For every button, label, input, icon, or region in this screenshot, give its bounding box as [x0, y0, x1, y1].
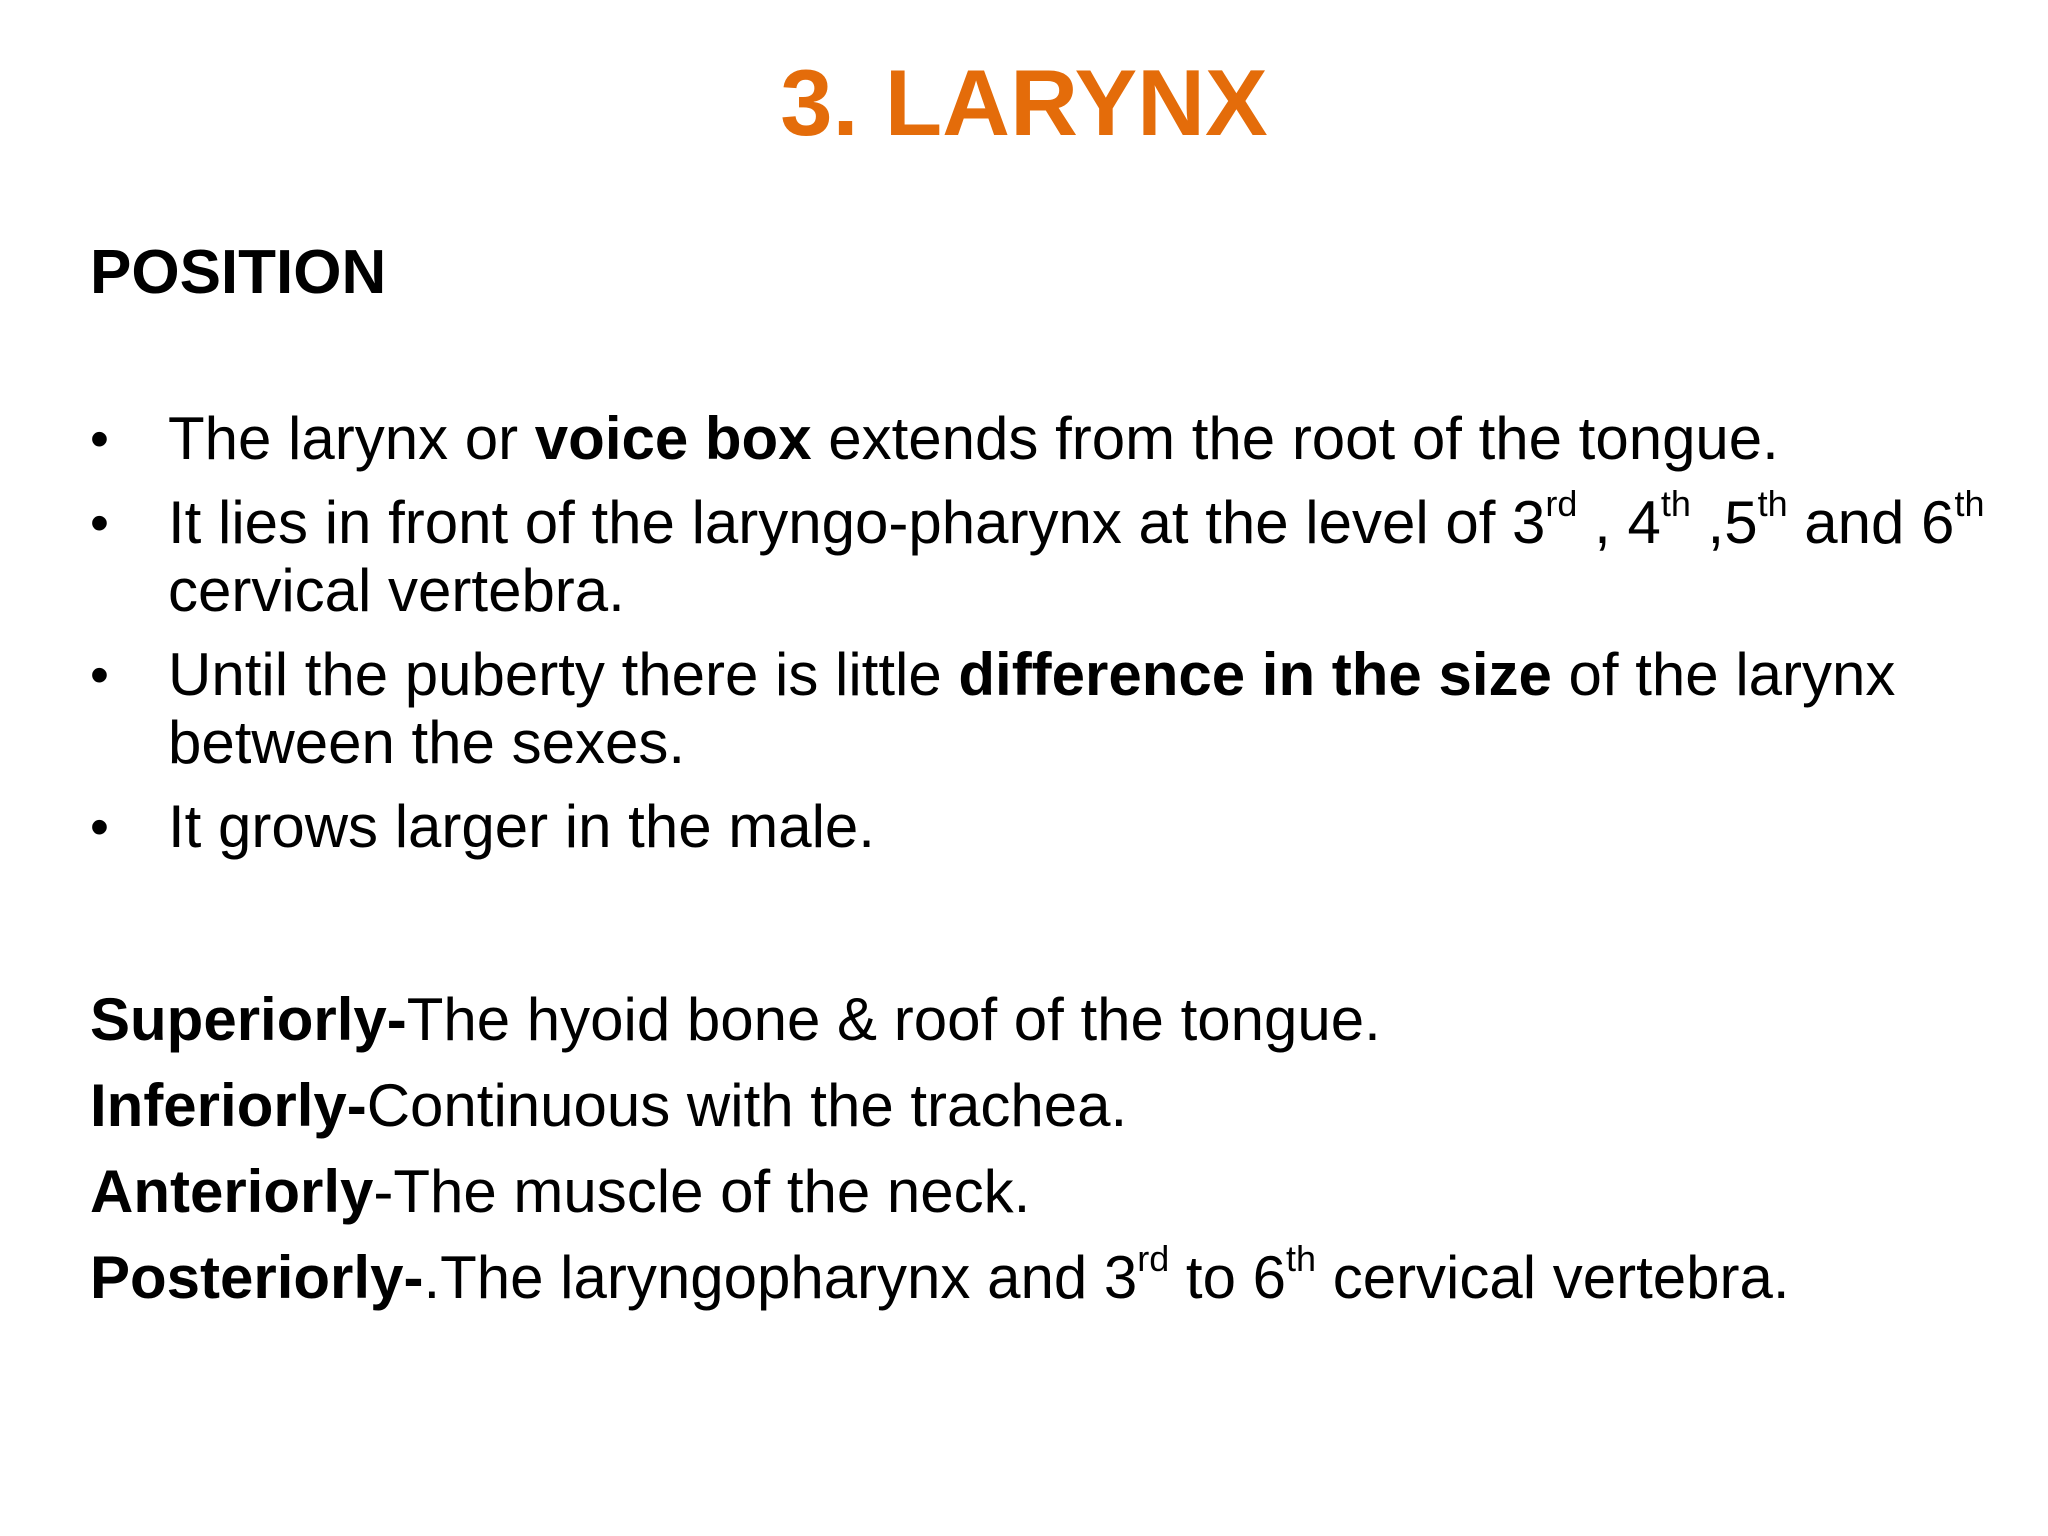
bullet-text: It grows larger in the male. [168, 793, 875, 860]
bullet-text: cervical vertebra. [168, 557, 625, 624]
relation-inferiorly [90, 1063, 2030, 1149]
bullet-text: , 4 [1577, 489, 1661, 556]
bullet-list [90, 405, 2030, 877]
bullet-bold-text: difference in the size [958, 641, 1552, 708]
relation-term: Inferiorly- [90, 1072, 367, 1139]
bullet-dot-icon: • [90, 409, 109, 469]
bullet-bold-text: voice box [534, 405, 812, 472]
relation-text: cervical vertebra. [1316, 1244, 1790, 1311]
ordinal-suffix: th [1286, 1238, 1317, 1279]
bullet-text: The larynx or [168, 405, 535, 472]
bullet-item-4 [90, 793, 2030, 861]
relation-text: The hyoid bone & roof of the tongue. [406, 986, 1381, 1053]
bullet-dot-icon: • [90, 493, 109, 553]
bullet-item-2 [90, 483, 2030, 625]
relation-text: -The muscle of the neck. [373, 1158, 1031, 1225]
bullet-dot-icon: • [90, 645, 109, 705]
relation-term: Posteriorly- [90, 1244, 424, 1311]
bullet-text: ,5 [1690, 489, 1758, 556]
section-heading: POSITION [90, 238, 387, 307]
bullet-text: Until the puberty there is little [168, 641, 959, 708]
ordinal-suffix: th [1954, 483, 1985, 524]
bullet-text: extends from the root of the tongue. [811, 405, 1779, 472]
slide-title: 3. LARYNX [780, 50, 1268, 155]
relation-text: to 6 [1169, 1244, 1286, 1311]
ordinal-suffix: th [1660, 483, 1691, 524]
relation-posteriorly [90, 1235, 2030, 1321]
relation-superiorly [90, 977, 2030, 1063]
bullet-text: and 6 [1787, 489, 1955, 556]
relation-text: .The laryngopharynx and 3 [423, 1244, 1138, 1311]
relation-term: Superiorly- [90, 986, 407, 1053]
bullet-text: It lies in front of the laryngo-pharynx at the level of 3 [168, 489, 1546, 556]
ordinal-suffix: rd [1137, 1238, 1170, 1279]
relations-list [90, 977, 2030, 1321]
relation-text: Continuous with the trachea. [366, 1072, 1128, 1139]
bullet-item-3 [90, 641, 2030, 777]
bullet-item-1 [90, 405, 2030, 473]
bullet-dot-icon: • [90, 797, 109, 857]
relation-term: Anteriorly [90, 1158, 374, 1225]
ordinal-suffix: rd [1545, 483, 1578, 524]
relation-anteriorly [90, 1149, 2030, 1235]
bullet-text: of the larynx between the sexes. [168, 641, 1896, 776]
ordinal-suffix: th [1757, 483, 1788, 524]
